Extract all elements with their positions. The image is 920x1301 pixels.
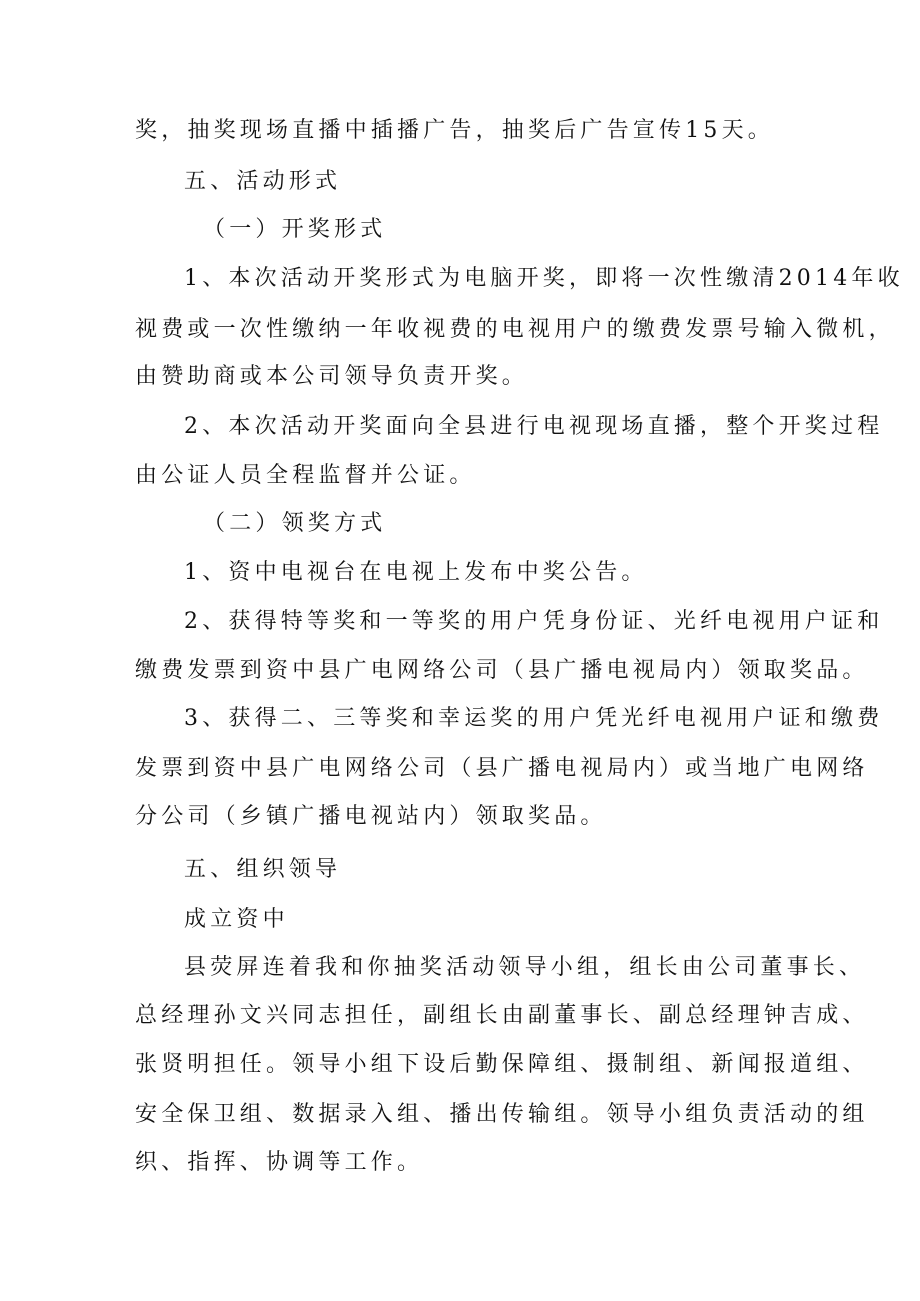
text-line-4: 1、本次活动开奖形式为电脑开奖，即将一次性缴清2014年收 — [184, 266, 904, 291]
text-line-11: 2、获得特等奖和一等奖的用户凭身份证、光纤电视用户证和 — [184, 609, 884, 634]
section-heading-organization: 五、组织领导 — [184, 857, 342, 882]
text-line-18: 县荧屏连着我和你抽奖活动领导小组，组长由公司董事长、 — [184, 955, 866, 980]
text-line-19: 总经理孙文兴同志担任，副组长由副董事长、副总经理钟吉成、 — [135, 1003, 869, 1028]
text-line-7: 2、本次活动开奖面向全县进行电视现场直播，整个开奖过程 — [184, 414, 884, 439]
text-line-22: 织、指挥、协调等工作。 — [135, 1150, 424, 1175]
section-heading-activity-form: 五、活动形式 — [184, 169, 342, 194]
text-line-8: 由公证人员全程监督并公证。 — [135, 463, 476, 488]
subsection-heading-claim-form: （二）领奖方式 — [203, 511, 387, 536]
text-line-21: 安全保卫组、数据录入组、播出传输组。领导小组负责活动的组 — [135, 1102, 869, 1127]
subsection-heading-draw-form: （一）开奖形式 — [203, 217, 387, 242]
text-line-17: 成立资中 — [184, 907, 289, 932]
text-line-6: 由赞助商或本公司领导负责开奖。 — [135, 364, 529, 389]
text-line-5: 视费或一次性缴纳一年收视费的电视用户的缴费发票号输入微机， — [135, 317, 895, 342]
text-line-15: 分公司（乡镇广播电视站内）领取奖品。 — [135, 804, 607, 829]
text-line-20: 张贤明担任。领导小组下设后勤保障组、摄制组、新闻报道组、 — [135, 1052, 869, 1077]
text-line-10: 1、资中电视台在电视上发布中奖公告。 — [184, 560, 648, 585]
text-line-13: 3、获得二、三等奖和幸运奖的用户凭光纤电视用户证和缴费 — [184, 706, 884, 731]
text-line-1: 奖，抽奖现场直播中插播广告，抽奖后广告宣传15天。 — [135, 118, 774, 143]
text-line-14: 发票到资中县广电网络公司（县广播电视局内）或当地广电网络 — [135, 756, 869, 781]
text-line-12: 缴费发票到资中县广电网络公司（县广播电视局内）领取奖品。 — [135, 658, 869, 683]
